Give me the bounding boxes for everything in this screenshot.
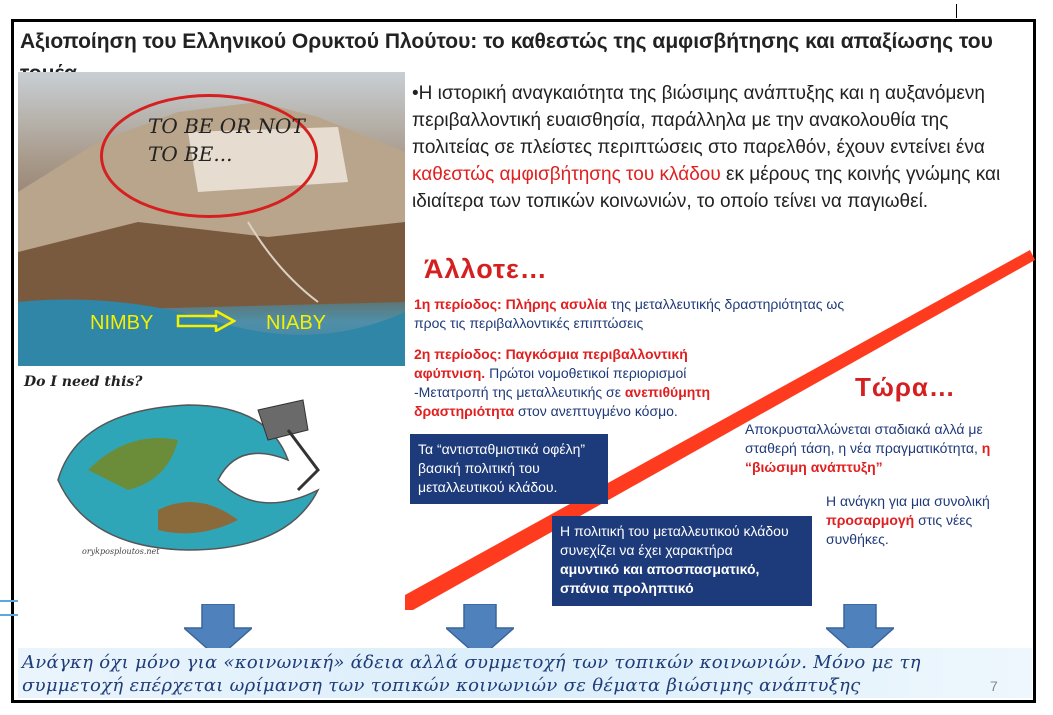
period-1-text: της μεταλλευτικής δραστηριότητας ως προς τις περιβαλλοντικές επιπτώσεις (414, 296, 845, 331)
now-text-2: Η ανάγκη για μια συνολική (826, 493, 990, 509)
intro-paragraph (412, 80, 1022, 215)
quarry-photo (18, 72, 405, 366)
period-2 (414, 345, 744, 421)
nimby-label: NIMBY (90, 312, 154, 334)
footer-banner (18, 648, 1032, 698)
cartoon-signature: orykposploutos.net (82, 547, 160, 556)
now-highlight-2: προσαρμογή (826, 512, 915, 528)
now-highlight-1: η “βιώσιμη ανάπτυξη” (745, 440, 991, 475)
right-arrow-icon (176, 310, 236, 332)
corner-tick (956, 4, 957, 18)
slide-title: Αξιοποίηση του Ελληνικού Ορυκτού Πλούτου: το καθεστώς της αμφισβήτησης και απαξίωσης του (20, 30, 993, 53)
period-2-text-2: -Μετατροπή της μεταλλευτικής σε (414, 384, 625, 400)
side-marker (0, 600, 18, 616)
policy-box (552, 516, 812, 606)
bitten-globe-graphic (18, 370, 405, 565)
now-text-1-block (745, 420, 1025, 477)
now-text-3: στις νέες συνθήκες. (826, 512, 973, 547)
intro-text-2: εκ μέρους της κοινής γνώμης και ιδιαίτερα των τοπικών κοινωνιών, το οποίο τείνει να παγιωθεί. (412, 164, 1001, 212)
now-text-2-block (826, 492, 1026, 549)
period-2-text-3: στον ανεπτυγμένο κόσμο. (514, 403, 678, 419)
compensation-box: Τα “αντισταθμιστικά οφέλη” βασική πολιτική του μεταλλευτικού κλάδου. (410, 434, 608, 504)
now-heading: Τώρα… (855, 372, 956, 402)
footer-text: Ανάγκη όχι μόνο για «κοινωνική» άδεια αλλά συμμετοχή των τοπικών κοινωνιών. Μόνο με τη συμμετοχή επέρχεται ωρίμανση των τοπικών κοινωνιών σε θέματα βιώσιμης ανάπτυξης (22, 652, 921, 696)
period-1-label: 1η περίοδος: Πλήρης ασυλία (414, 296, 608, 312)
intro-highlight: καθεστώς αμφισβήτησης του κλάδου (412, 164, 721, 185)
policy-box-bold: αμυντικό και αποσπασματικό, σπάνια προληπτικό (560, 561, 760, 596)
intro-text-1: •Η ιστορική αναγκαιότητα της βιώσιμης ανάπτυξης και η αυξανόμενη περιβαλλοντική ευαισθησία, παράλληλα με την ανακολουθία της πολιτείας σε πλείστες περιπτώσεις στο παρελθόν, έχουν εντείνει ένα (412, 83, 985, 158)
past-heading: Άλλοτε… (424, 254, 548, 284)
period-2-highlight: ανεπιθύμητη δραστηριότητα (414, 384, 711, 419)
now-text-1: Αποκρυσταλλώνεται σταδιακά αλλά με σταθερή τάση, η νέα πραγματικότητα, (745, 421, 983, 456)
period-1 (414, 295, 874, 333)
cartoon-caption: Do I need this? (24, 374, 143, 390)
policy-box-text: Η πολιτική του μεταλλευτικού κλάδου συνεχίζει να έχει χαρακτήρα (560, 523, 789, 558)
page-number: 7 (990, 678, 998, 694)
period-2-text-1: Πρώτοι νομοθετικοί περιορισμοί (485, 365, 687, 381)
period-2-label: 2η περίοδος: Παγκόσμια περιβαλλοντική αφύπνιση. (414, 346, 688, 381)
to-be-or-not-text: TO BE OR NOT TO BE... (148, 114, 305, 166)
globe-cartoon (18, 370, 405, 565)
niaby-label: NIABY (266, 312, 327, 334)
